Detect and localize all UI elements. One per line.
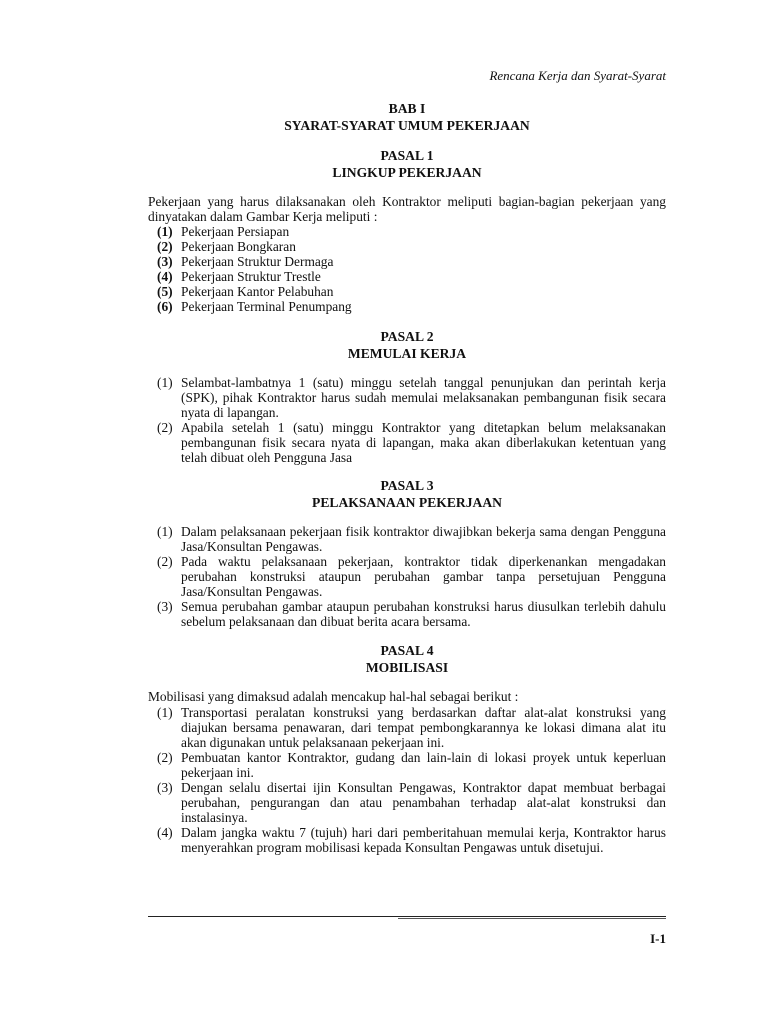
list-item-text: Pekerjaan Bongkaran [181,239,296,254]
list-item-number: (2) [157,554,173,569]
list-item [148,780,666,825]
pasal-1-list [148,224,666,314]
pasal-2-number: PASAL 2 [380,329,434,344]
list-item-number: (4) [157,825,173,840]
list-item-text: Pekerjaan Terminal Penumpang [181,299,352,314]
list-item [148,299,666,314]
list-item-text: Dengan selalu disertai ijin Konsultan Pengawas, Kontraktor dapat membuat berbagai perubahan, pengurangan dan atau penambahan terhadap alat-alat konstruksi dan instalasinya. [181,780,666,825]
list-item-text: Pekerjaan Struktur Dermaga [181,254,334,269]
list-item-number: (3) [157,780,173,795]
pasal-1-title: LINGKUP PEKERJAAN [332,165,482,180]
list-item [148,705,666,750]
list-item-number: (1) [157,375,173,390]
pasal-4-title: MOBILISASI [365,660,449,675]
list-item [148,284,666,299]
chapter-heading [148,100,666,134]
list-item-number: (2) [157,239,173,254]
pasal-2-list [148,375,666,465]
list-item-text: Pekerjaan Struktur Trestle [181,269,321,284]
running-header: Rencana Kerja dan Syarat-Syarat [489,68,666,83]
list-item-text: Dalam jangka waktu 7 (tujuh) hari dari pemberitahuan memulai kerja, Kontraktor harus menyerahkan program mobilisasi kepada Konsultan Pengawas untuk disetujui. [181,825,666,855]
list-item [148,224,666,239]
document-page [148,0,666,1024]
pasal-4-intro: Mobilisasi yang dimaksud adalah mencakup hal-hal sebagai berikut : [148,689,519,704]
list-item [148,750,666,780]
list-item-number: (1) [157,705,173,720]
list-item [148,825,666,855]
pasal-2-heading [148,328,666,362]
pasal-1-heading [148,147,666,181]
list-item-number: (1) [157,524,173,539]
list-item-number: (2) [157,750,173,765]
pasal-1-intro: Pekerjaan yang harus dilaksanakan oleh Kontraktor meliputi bagian-bagian pekerjaan yang dinyatakan dalam Gambar Kerja meliputi : [148,194,666,224]
pasal-3-number: PASAL 3 [380,478,434,493]
footer-rule [148,916,666,917]
list-item [148,554,666,599]
list-item-number: (4) [157,269,173,284]
pasal-3-list [148,524,666,629]
list-item-number: (6) [157,299,173,314]
list-item-text: Pekerjaan Kantor Pelabuhan [181,284,334,299]
list-item [148,254,666,269]
list-item [148,524,666,554]
list-item-text: Pekerjaan Persiapan [181,224,290,239]
list-item-text: Dalam pelaksanaan pekerjaan fisik kontraktor diwajibkan bekerja sama dengan Pengguna Jasa/Konsultan Pengawas. [181,524,666,554]
pasal-3-heading [148,477,666,511]
list-item [148,599,666,629]
list-item-text: Apabila setelah 1 (satu) minggu Kontraktor yang ditetapkan belum melaksanakan pembangunan fisik secara nyata di lapangan, maka akan diberlakukan ketentuan yang telah dibuat oleh Pengguna Jasa [181,420,666,465]
list-item [148,420,666,465]
list-item-number: (2) [157,420,173,435]
list-item-number: (3) [157,599,173,614]
list-item [148,269,666,284]
chapter-number: BAB I [388,101,426,116]
list-item [148,375,666,420]
list-item-number: (3) [157,254,173,269]
pasal-1-number: PASAL 1 [380,148,434,163]
list-item-text: Semua perubahan gambar ataupun perubahan konstruksi harus diusulkan terlebih dahulu sebelum pelaksanaan dan dibuat berita acara bersama. [181,599,666,629]
list-item-text: Selambat-lambatnya 1 (satu) minggu setelah tanggal penunjukan dan perintah kerja (SPK), pihak Kontraktor harus sudah memulai melaksanakan pembangunan fisik secara nyata di lapangan. [181,375,666,420]
list-item-text: Transportasi peralatan konstruksi yang berdasarkan daftar alat-alat konstruksi yang diajukan bersama penawaran, dari tempat pembongkarannya ke lokasi dimana alat itu akan digunakan untuk pelaksanaan pekerjaan ini. [181,705,666,750]
pasal-4-list [148,705,666,855]
list-item-number: (5) [157,284,173,299]
list-item [148,239,666,254]
page-number: I-1 [650,931,666,946]
pasal-4-number: PASAL 4 [380,643,434,658]
list-item-text: Pembuatan kantor Kontraktor, gudang dan lain-lain di lokasi proyek untuk keperluan pekerjaan ini. [181,750,666,780]
pasal-2-title: MEMULAI KERJA [347,346,467,361]
pasal-4-heading [148,642,666,676]
list-item-number: (1) [157,224,173,239]
chapter-title: SYARAT-SYARAT UMUM PEKERJAAN [284,118,530,133]
pasal-3-title: PELAKSANAAN PEKERJAAN [312,495,502,510]
list-item-text: Pada waktu pelaksanaan pekerjaan, kontraktor tidak diperkenankan mengadakan perubahan konstruksi ataupun perubahan gambar tanpa persetujuan Pengguna Jasa/Konsultan Pengawas. [181,554,666,599]
